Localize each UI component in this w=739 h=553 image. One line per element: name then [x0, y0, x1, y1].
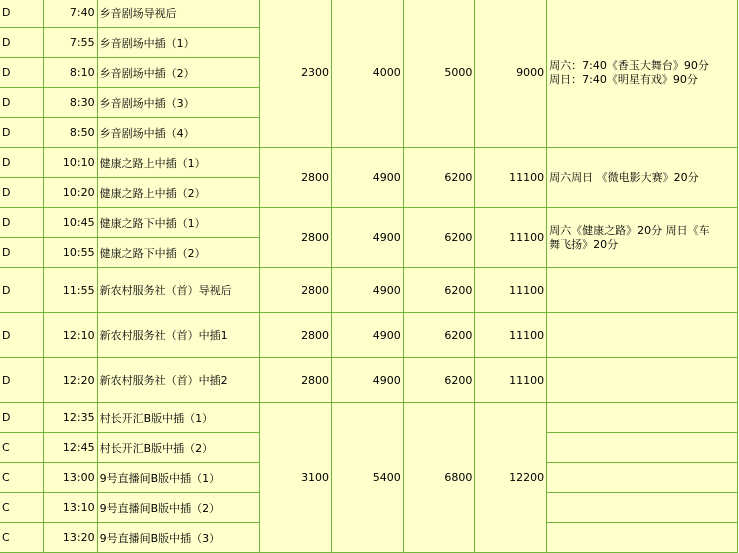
- time-cell: 10:20: [43, 178, 97, 208]
- table-row: [0, 358, 738, 403]
- price-cell-1: 2800: [260, 148, 332, 208]
- grade-cell: D: [0, 268, 43, 313]
- price-cell-2: 4000: [332, 0, 404, 148]
- price-cell-3: 6800: [403, 403, 475, 553]
- price-cell-1: 3100: [260, 403, 332, 553]
- time-cell: 10:45: [43, 208, 97, 238]
- price-cell-4: 11100: [475, 313, 547, 358]
- grade-cell: C: [0, 463, 43, 493]
- grade-cell: D: [0, 403, 43, 433]
- time-cell: 7:40: [43, 0, 97, 28]
- program-name-cell: 健康之路下中插（1）: [97, 208, 260, 238]
- program-name-cell: 村长开汇B版中插（1）: [97, 403, 260, 433]
- note-cell: [547, 433, 738, 463]
- price-cell-4: 11100: [475, 268, 547, 313]
- grade-cell: D: [0, 58, 43, 88]
- price-cell-2: 4900: [332, 148, 404, 208]
- grade-cell: D: [0, 358, 43, 403]
- program-name-cell: 健康之路下中插（2）: [97, 238, 260, 268]
- program-name-cell: 新农村服务社（首）导视后: [97, 268, 260, 313]
- note-cell: [547, 268, 738, 313]
- table-row: [0, 0, 738, 28]
- table-row: [0, 313, 738, 358]
- time-cell: 12:35: [43, 403, 97, 433]
- grade-cell: D: [0, 148, 43, 178]
- program-name-cell: 村长开汇B版中插（2）: [97, 433, 260, 463]
- price-cell-3: 6200: [403, 313, 475, 358]
- time-cell: 13:00: [43, 463, 97, 493]
- note-line: 周六：7:40《香玉大舞台》90分: [549, 58, 709, 72]
- note-cell: [547, 358, 738, 403]
- note-cell: [547, 148, 738, 208]
- grade-cell: D: [0, 178, 43, 208]
- price-cell-2: 4900: [332, 313, 404, 358]
- time-cell: 12:10: [43, 313, 97, 358]
- time-cell: 12:20: [43, 358, 97, 403]
- grade-cell: C: [0, 523, 43, 553]
- price-cell-4: 11100: [475, 148, 547, 208]
- program-name-cell: 新农村服务社（首）中插1: [97, 313, 260, 358]
- note-line: 周日：7:40《明星有戏》90分: [549, 72, 698, 86]
- time-cell: 13:10: [43, 493, 97, 523]
- price-cell-2: 4900: [332, 268, 404, 313]
- price-cell-3: 5000: [403, 0, 475, 148]
- time-cell: 10:10: [43, 148, 97, 178]
- price-cell-1: 2800: [260, 208, 332, 268]
- note-cell: [547, 403, 738, 433]
- time-cell: 10:55: [43, 238, 97, 268]
- note-line: 周六《健康之路》20分 周日《车: [549, 223, 710, 237]
- note-cell: [547, 493, 738, 523]
- grade-cell: D: [0, 208, 43, 238]
- table-row: [0, 208, 738, 238]
- time-cell: 8:50: [43, 118, 97, 148]
- note-cell: [547, 208, 738, 268]
- note-cell: [547, 0, 738, 148]
- time-cell: 12:45: [43, 433, 97, 463]
- program-name-cell: 乡音剧场中插（1）: [97, 28, 260, 58]
- program-name-cell: 乡音剧场中插（4）: [97, 118, 260, 148]
- program-name-cell: 乡音剧场导视后: [97, 0, 260, 28]
- time-cell: 8:30: [43, 88, 97, 118]
- grade-cell: D: [0, 0, 43, 28]
- time-cell: 13:20: [43, 523, 97, 553]
- grade-cell: D: [0, 313, 43, 358]
- price-cell-3: 6200: [403, 148, 475, 208]
- grade-cell: D: [0, 118, 43, 148]
- grade-cell: D: [0, 28, 43, 58]
- program-name-cell: 9号直播间B版中插（1）: [97, 463, 260, 493]
- table-row: [0, 268, 738, 313]
- price-cell-2: 5400: [332, 403, 404, 553]
- price-cell-3: 6200: [403, 208, 475, 268]
- price-cell-2: 4900: [332, 208, 404, 268]
- price-cell-1: 2800: [260, 313, 332, 358]
- price-cell-4: 9000: [475, 0, 547, 148]
- price-cell-4: 11100: [475, 358, 547, 403]
- grade-cell: C: [0, 433, 43, 463]
- program-name-cell: 健康之路上中插（1）: [97, 148, 260, 178]
- table-row: [0, 148, 738, 178]
- table-row: [0, 403, 738, 433]
- price-cell-3: 6200: [403, 358, 475, 403]
- note-line: 舞飞扬》20分: [549, 237, 619, 251]
- program-name-cell: 乡音剧场中插（2）: [97, 58, 260, 88]
- note-line: 周六周日 《微电影大赛》20分: [549, 170, 699, 184]
- program-name-cell: 乡音剧场中插（3）: [97, 88, 260, 118]
- note-cell: [547, 313, 738, 358]
- price-cell-1: 2800: [260, 268, 332, 313]
- price-cell-4: 11100: [475, 208, 547, 268]
- time-cell: 8:10: [43, 58, 97, 88]
- price-cell-3: 6200: [403, 268, 475, 313]
- price-cell-4: 12200: [475, 403, 547, 553]
- price-cell-1: 2800: [260, 358, 332, 403]
- program-name-cell: 9号直播间B版中插（3）: [97, 523, 260, 553]
- program-name-cell: 9号直播间B版中插（2）: [97, 493, 260, 523]
- grade-cell: C: [0, 493, 43, 523]
- grade-cell: D: [0, 238, 43, 268]
- price-cell-1: 2300: [260, 0, 332, 148]
- time-cell: 11:55: [43, 268, 97, 313]
- grade-cell: D: [0, 88, 43, 118]
- time-cell: 7:55: [43, 28, 97, 58]
- program-name-cell: 新农村服务社（首）中插2: [97, 358, 260, 403]
- program-name-cell: 健康之路上中插（2）: [97, 178, 260, 208]
- price-cell-2: 4900: [332, 358, 404, 403]
- note-cell: [547, 463, 738, 493]
- note-cell: [547, 523, 738, 553]
